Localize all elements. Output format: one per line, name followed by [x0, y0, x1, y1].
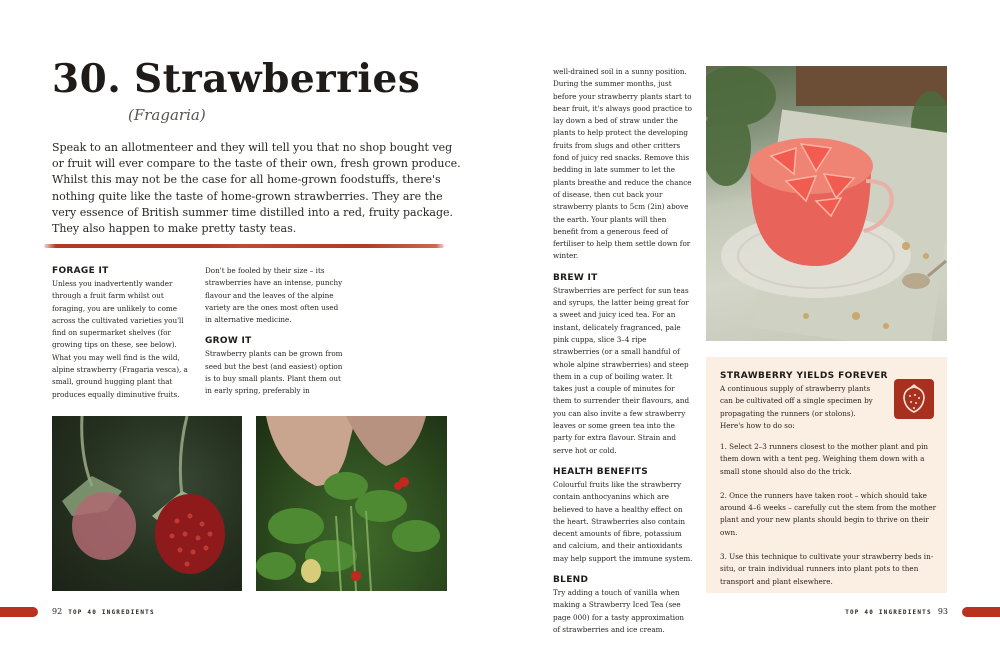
chapter-name: Strawberries — [134, 56, 421, 102]
strawberries-illustration — [52, 416, 242, 591]
sidebar-box — [706, 357, 947, 593]
strawberry-icon — [894, 379, 934, 419]
forage-heading: FORAGE IT — [52, 266, 109, 276]
blend-heading: BLEND — [553, 574, 589, 585]
grow-body: Strawberry plants can be grown from seed but the best (and easiest) option is to buy small plants. Plant them out in early spring, preferably in — [205, 349, 343, 396]
sidebar-intro: A continuous supply of strawberry plants can be cultivated off a single specimen by propagating the runners (or stolons). Here's how to do so: — [720, 384, 873, 430]
folio-left — [52, 607, 161, 616]
step-3: 3. Use this technique to cultivate your strawberry beds in-situ, or train individual runners into plant pots to then transport and plant elsewhere. — [720, 552, 934, 586]
blend-body: Try adding a touch of vanilla when making a Strawberry Iced Tea (see page 000) for a tasty approximation of strawberries and ice cream. — [553, 587, 685, 634]
step-2: 2. Once the runners have taken root – which should take around 4–6 weeks – carefully cut the stem from the mother plant and your new plants should begin to thrive on their own. — [720, 490, 937, 537]
forage-continued: Don't be fooled by their size – its strawberries have an intense, punchy flavour and the leaves of the alpine variety are the ones most often used in alternative medicine. — [205, 266, 343, 325]
page-number: 93 — [937, 607, 948, 616]
teacup-illustration — [706, 66, 947, 341]
running-footer: TOP 40 INGREDIENTS — [68, 609, 155, 616]
footer-accent-bar — [0, 607, 38, 617]
photo-strawberry-tea — [706, 66, 947, 341]
photo-picking-strawberries — [256, 416, 447, 591]
right-text-column — [553, 66, 693, 645]
forage-grow-column — [205, 265, 345, 407]
health-body: Colourful fruits like the strawberry contain anthocyanins which are believed to have a healthy effect on the heart. Strawberries also contain decent amounts of fibre, potassium and calcium, and their antioxidants may help support the immune system. — [553, 479, 693, 563]
forage-body: Unless you inadvertently wander through a fruit farm whilst out foraging, you are unlikely to come across the cultivated varieties you'll find on supermarket shelves (for growing tips on these, see below). What you may well find is the wild, alpine strawberry (Fragaria vesca), a small, ground hugging plant that produces equally diminutive fruits. — [52, 279, 188, 399]
plant-illustration — [256, 416, 447, 591]
brew-body: Strawberries are perfect for sun teas and syrups, the latter being great for a sweet and juicy iced tea. For an instant, delicately fragranced, pale pink cuppa, slice 3–4 ripe strawberries (or a small handful of whole alpine strawberries) and steep them in a cup of boiling water. It takes just a couple of minutes for them to surrender their flavours, and you can also invite a few strawberry leaves or some green tea into the party for extra flavour. Strain and serve hot or cold. — [553, 285, 690, 455]
grow-heading: GROW IT — [205, 336, 252, 347]
footer-accent-bar — [962, 607, 1000, 617]
brew-heading: BREW IT — [553, 272, 598, 283]
chapter-number: 30. — [52, 56, 122, 102]
sidebar-heading: STRAWBERRY YIELDS FOREVER — [720, 371, 888, 381]
photo-wild-strawberries — [52, 416, 242, 591]
health-heading: HEALTH BENEFITS — [553, 466, 649, 477]
latin-name: (Fragaria) — [128, 106, 206, 124]
decorative-divider — [44, 244, 444, 248]
step-1: 1. Select 2–3 runners closest to the mother plant and pin them down with a tent peg. Weighing them down with a small stone should also do the trick. — [720, 442, 929, 476]
running-footer: TOP 40 INGREDIENTS — [845, 609, 932, 616]
intro-paragraph: Speak to an allotmenteer and they will tell you that no shop bought veg or fruit will ever compare to the taste of their own, fresh grown produce. Whilst this may not be the case for all home-grown foodstuffs, there's nothing quite like the taste of home-grown strawberries. They are the very essence of British summer time distilled into a red, fruity package. They also happen to make pretty tasty teas. — [52, 141, 461, 236]
sidebar-steps — [720, 441, 942, 600]
grow-continued: well-drained soil in a sunny position. During the summer months, just before your strawberry plants start to bear fruit, it's always good practice to lay down a bed of straw under the plants to help protect the developing fruits from slugs and other critters fond of juicy red snacks. Remove this bedding in late summer to let the plants breathe and reduce the chance of disease, then cut back your strawberry plants to 5cm (2in) above the earth. Your plants will then benefit from a generous feed of fertiliser to help them settle down for winter. — [553, 67, 692, 261]
folio-right — [839, 607, 948, 616]
chapter-title — [52, 56, 420, 102]
page-number: 92 — [52, 607, 63, 616]
forage-section — [52, 265, 192, 410]
